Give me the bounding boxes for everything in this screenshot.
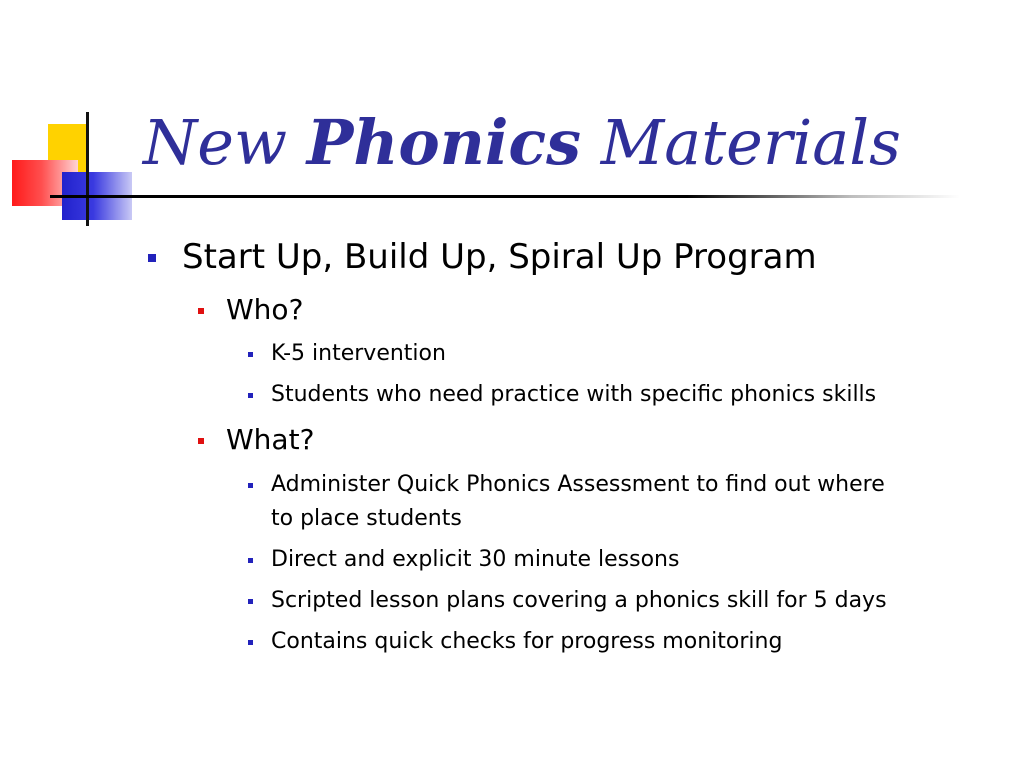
square-bullet-icon: [198, 438, 204, 444]
square-bullet-icon: [248, 640, 253, 645]
bullet-who-item: [271, 337, 446, 371]
bullet-who: [226, 294, 303, 326]
bullet-what-item-text-line2: to place students: [271, 506, 462, 531]
square-bullet-icon: [148, 254, 156, 262]
bullet-what-item-text: Contains quick checks for progress monitoring: [271, 629, 783, 654]
vertical-rule: [86, 112, 89, 226]
square-bullet-icon: [248, 483, 253, 488]
square-bullet-icon: [248, 599, 253, 604]
title-part-new: New: [143, 106, 307, 179]
bullet-main-text: Start Up, Build Up, Spiral Up Program: [182, 237, 817, 277]
bullet-what-item: [271, 543, 679, 577]
bullet-what-item: [271, 584, 887, 618]
bullet-who-item: [271, 378, 876, 412]
bullet-who-item-text: Students who need practice with specific phonics skills: [271, 382, 877, 407]
bullet-who-item-text: K-5 intervention: [271, 341, 446, 366]
bullet-who-text: Who?: [226, 293, 304, 326]
slide-title: [143, 104, 901, 182]
bullet-what-item: [271, 625, 782, 659]
bullet-what-item: [271, 468, 885, 536]
bullet-what-item-text: Scripted lesson plans covering a phonics skill for 5 days: [271, 588, 887, 613]
square-bullet-icon: [248, 352, 253, 357]
bullet-what-item-text-line1: Administer Quick Phonics Assessment to find out where: [271, 472, 885, 497]
bullet-what: [226, 424, 314, 456]
square-bullet-icon: [248, 393, 253, 398]
title-part-materials: Materials: [581, 106, 901, 179]
bullet-main: [182, 238, 817, 276]
bullet-what-item-text: Direct and explicit 30 minute lessons: [271, 547, 680, 572]
square-bullet-icon: [198, 308, 204, 314]
title-part-phonics: Phonics: [306, 106, 582, 179]
square-bullet-icon: [248, 558, 253, 563]
bullet-what-text: What?: [226, 423, 315, 456]
title-underline-rule: [50, 195, 960, 198]
corner-decoration: [0, 0, 160, 240]
